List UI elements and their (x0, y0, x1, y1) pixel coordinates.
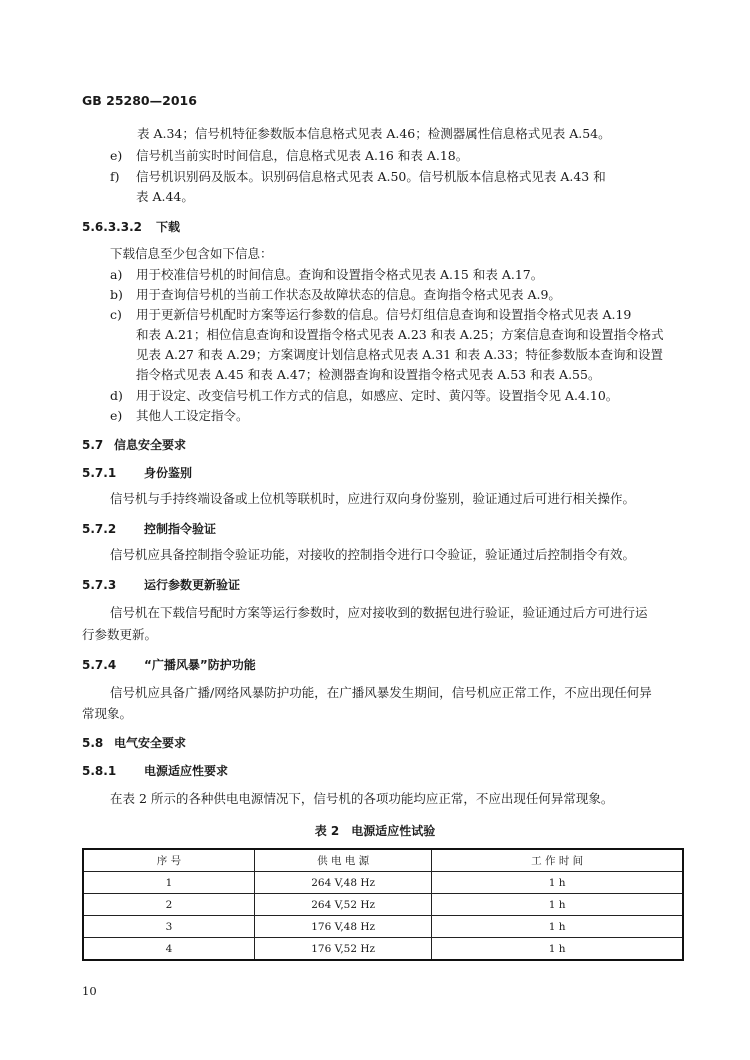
power-adapt-body: 在表 2 所示的各种供电电源情况下，信号机的各项功能均应正常，不应出现任何异常现象。 (110, 791, 614, 806)
cell-power: 264 V,48 Hz (254, 872, 431, 894)
list-item-f-cont: 表 A.44。 (136, 189, 194, 204)
cell-time: 1 h (432, 872, 683, 894)
section-heading-5.7.1: 5.7.1 身份鉴别 (82, 466, 193, 480)
section-heading-5.8: 5.8 电气安全要求 (82, 736, 187, 750)
download-item-e: e) 其他人工设定指令。 (110, 408, 249, 423)
cell-time: 1 h (432, 894, 683, 916)
cell-power: 264 V,52 Hz (254, 894, 431, 916)
page-number: 10 (82, 984, 97, 998)
download-item-b: b) 用于查询信号机的当前工作状态及故障状态的信息。查询指令格式见表 A.9。 (110, 287, 561, 302)
download-intro: 下载信息至少包含如下信息： (110, 246, 273, 261)
table-header-row (83, 849, 683, 872)
header-power-supply: 供 电 电 源 (254, 849, 431, 872)
storm-protect-body-line2: 常现象。 (82, 706, 133, 721)
cell-serial: 1 (83, 872, 254, 894)
header-work-time: 工 作 时 间 (432, 849, 683, 872)
power-adaptability-table (82, 848, 684, 961)
cell-power: 176 V,48 Hz (254, 916, 431, 938)
continued-line: 表 A.34；信号机特征参数版本信息格式见表 A.46；检测器属性信息格式见表 A.54。 (137, 126, 611, 141)
table-row (83, 894, 683, 916)
section-heading-5.7.4: 5.7.4 “广播风暴”防护功能 (82, 658, 256, 672)
section-heading-5.7.3: 5.7.3 运行参数更新验证 (82, 578, 241, 592)
table-caption: 表 2 电源适应性试验 (314, 824, 436, 838)
cell-time: 1 h (432, 916, 683, 938)
param-update-body-line2: 行参数更新。 (82, 627, 158, 642)
download-item-a: a) 用于校准信号机的时间信息。查询和设置指令格式见表 A.15 和表 A.17。 (110, 267, 544, 282)
header-serial: 序 号 (83, 849, 254, 872)
section-heading-5.7: 5.7 信息安全要求 (82, 438, 187, 452)
list-item-e: e) 信号机当前实时时间信息，信息格式见表 A.16 和表 A.18。 (110, 148, 469, 163)
download-item-d: d) 用于设定、改变信号机工作方式的信息，如感应、定时、黄闪等。设置指令见 A.4.10。 (110, 388, 619, 403)
identity-auth-body: 信号机与手持终端设备或上位机等联机时，应进行双向身份鉴别，验证通过后可进行相关操作。 (110, 491, 636, 506)
storm-protect-body-line1: 信号机应具备广播/网络风暴防护功能，在广播风暴发生期间，信号机应正常工作，不应出现任何异 (110, 685, 652, 700)
section-heading-5.6.3.3.2: 5.6.3.3.2 下载 (82, 220, 181, 234)
standard-code: GB 25280—2016 (82, 93, 197, 108)
cell-serial: 4 (83, 938, 254, 961)
cell-time: 1 h (432, 938, 683, 961)
section-heading-5.8.1: 5.8.1 电源适应性要求 (82, 764, 229, 778)
cell-power: 176 V,52 Hz (254, 938, 431, 961)
list-item-f: f) 信号机识别码及版本。识别码信息格式见表 A.50。信号机版本信息格式见表 A.43 和 (110, 169, 606, 184)
cell-serial: 2 (83, 894, 254, 916)
cell-serial: 3 (83, 916, 254, 938)
download-item-c-line3: 见表 A.27 和表 A.29；方案调度计划信息格式见表 A.31 和表 A.33；特征参数版本查询和设置 (136, 347, 663, 362)
download-item-c-line4: 指令格式见表 A.45 和表 A.47；检测器查询和设置指令格式见表 A.53 和表 A.55。 (136, 367, 601, 382)
section-heading-5.7.2: 5.7.2 控制指令验证 (82, 522, 217, 536)
param-update-body-line1: 信号机在下载信号配时方案等运行参数时，应对接收到的数据包进行验证，验证通过后方可进行运 (110, 605, 648, 620)
table-row (83, 872, 683, 894)
table-row (83, 916, 683, 938)
download-item-c-line2: 和表 A.21；相位信息查询和设置指令格式见表 A.23 和表 A.25；方案信息查询和设置指令格式 (136, 327, 664, 342)
download-item-c: c) 用于更新信号机配时方案等运行参数的信息。信号灯组信息查询和设置指令格式见表 A.19 (110, 307, 632, 322)
control-cmd-body: 信号机应具备控制指令验证功能，对接收的控制指令进行口令验证，验证通过后控制指令有效。 (110, 547, 636, 562)
table-row (83, 938, 683, 961)
